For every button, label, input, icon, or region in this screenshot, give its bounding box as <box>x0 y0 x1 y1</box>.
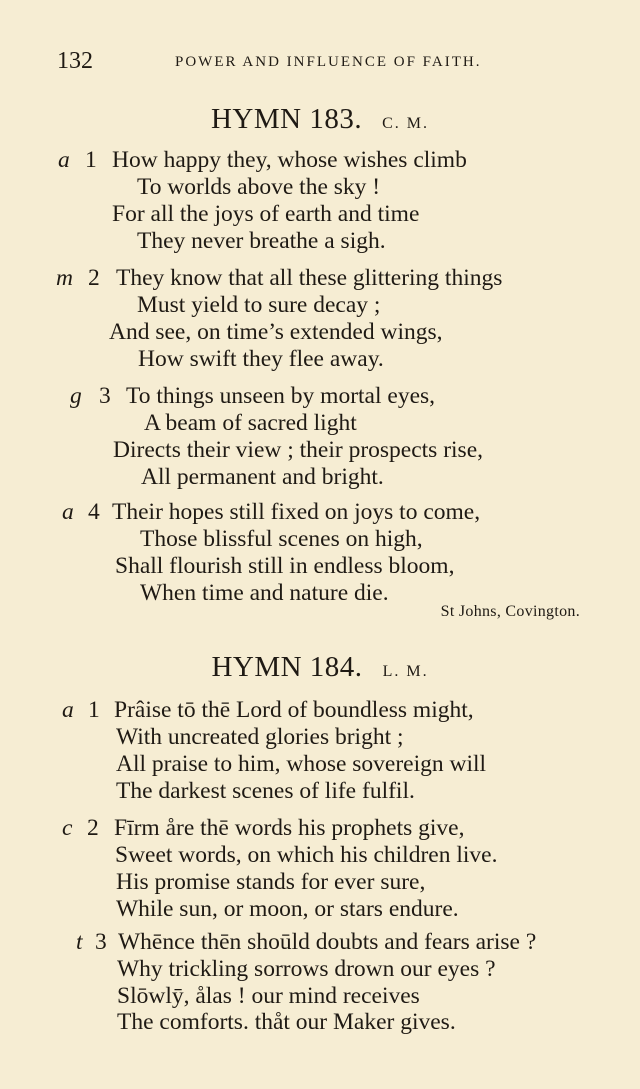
verse-line: The darkest scenes of life fulfil. <box>116 778 415 804</box>
verse-line: His promise stands for ever sure, <box>116 869 426 895</box>
verse-line: Prâise tō thē Lord of boundless might, <box>114 697 474 723</box>
verse-line: Why trickling sorrows drown our eyes ? <box>117 956 496 982</box>
stanza-mark: a <box>58 147 70 173</box>
hymn-meter: C. M. <box>382 115 430 132</box>
verse-line: When time and nature die. <box>140 580 389 606</box>
verse-line: Slōwlȳ, ålas ! our mind receives <box>117 983 420 1009</box>
verse-line: All permanent and bright. <box>141 464 384 490</box>
hymn-number: HYMN 184. <box>211 651 363 683</box>
stanza-number: 2 <box>88 265 100 291</box>
page-number: 132 <box>57 48 93 74</box>
stanza-number: 3 <box>95 929 107 955</box>
running-head: POWER AND INFLUENCE OF FAITH. <box>175 54 482 70</box>
verse-line: Their hopes still fixed on joys to come, <box>112 499 481 525</box>
verse-line: Shall flourish still in endless bloom, <box>115 553 455 579</box>
stanza-mark: m <box>56 265 73 291</box>
stanza-mark: a <box>62 697 74 723</box>
stanza-mark: g <box>70 383 82 409</box>
verse-line: They know that all these glittering things <box>116 265 503 291</box>
verse-line: Directs their view ; their prospects rise, <box>113 437 484 463</box>
stanza-mark: c <box>62 815 73 841</box>
verse-line: Must yield to sure decay ; <box>137 292 381 318</box>
verse-line: Whēnce thēn shoūld doubts and fears arise ? <box>118 929 537 955</box>
hymn-title <box>0 651 640 684</box>
hymn-number: HYMN 183. <box>210 103 363 135</box>
verse-line: How happy they, whose wishes climb <box>112 147 467 173</box>
stanza-number: 1 <box>88 697 100 723</box>
verse-line: They never breathe a sigh. <box>137 228 386 254</box>
verse-line: For all the joys of earth and time <box>112 201 420 227</box>
verse-line: All praise to him, whose sovereign will <box>116 751 487 777</box>
verse-line: Sweet words, on which his children live. <box>115 842 498 868</box>
stanza-number: 3 <box>99 383 111 409</box>
verse-line: To worlds above the sky ! <box>137 174 381 200</box>
verse-line: To things unseen by mortal eyes, <box>126 383 436 409</box>
stanza-number: 1 <box>85 147 97 173</box>
verse-line: A beam of sacred light <box>144 410 357 436</box>
hymn-title <box>0 103 640 136</box>
stanza-mark: a <box>62 499 74 525</box>
stanza-mark: t <box>76 929 83 955</box>
stanza-number: 4 <box>88 499 100 525</box>
verse-line: While sun, or moon, or stars endure. <box>116 896 459 922</box>
page-header <box>57 48 590 78</box>
stanza-number: 2 <box>87 815 99 841</box>
hymn-meter: L. M. <box>382 663 429 680</box>
verse-line: The comforts. thåt our Maker gives. <box>117 1009 456 1035</box>
verse-line: Those blissful scenes on high, <box>140 526 423 552</box>
verse-line: Fīrm åre thē words his prophets give, <box>114 815 465 841</box>
verse-line: How swift they flee away. <box>138 346 384 372</box>
verse-line: And see, on time’s extended wings, <box>109 319 443 345</box>
verse-line: With uncreated glories bright ; <box>116 724 404 750</box>
attribution: St Johns, Covington. <box>440 603 580 620</box>
